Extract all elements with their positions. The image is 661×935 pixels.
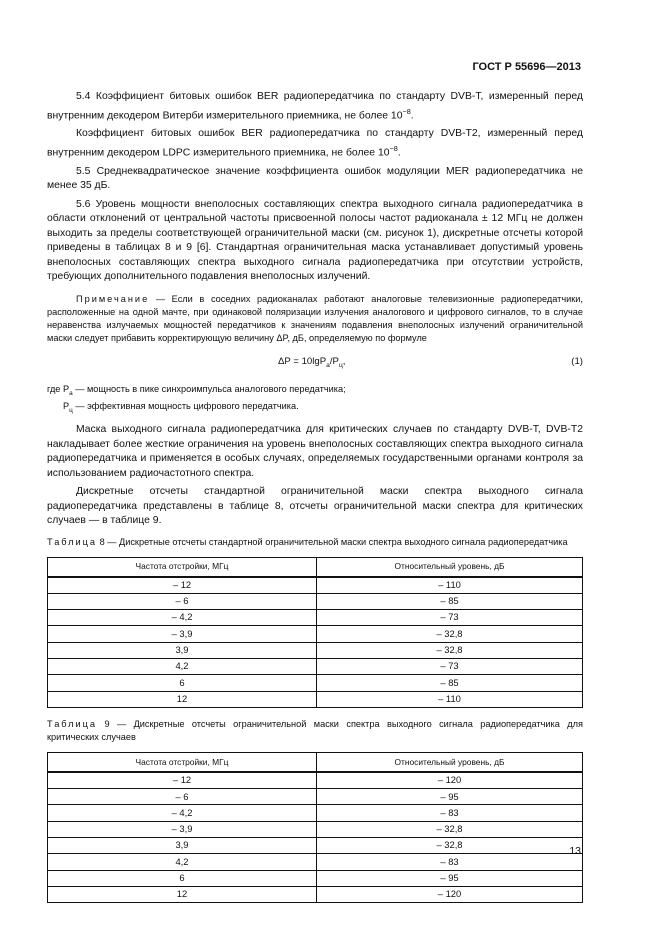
cell-frequency: 4,2	[48, 658, 317, 674]
formula-legend	[47, 383, 583, 417]
legend-row-pa	[47, 383, 583, 400]
column-header-frequency: Частота отстройки, МГц	[48, 752, 317, 772]
exponent: −8	[402, 106, 411, 116]
table-9-body	[48, 772, 583, 903]
legend-subscript: ц	[69, 407, 73, 414]
paragraph-text: Коэффициент битовых ошибок BER радиопередатчика по стандарту DVB-T2, измеренный перед внутренним декодером LDPC измерительного приемника, не более 10	[47, 128, 584, 159]
cell-level: – 32,8	[317, 821, 583, 837]
formula-expression	[278, 355, 345, 373]
table-row	[48, 821, 583, 837]
cell-level: – 95	[317, 870, 583, 886]
cell-level: – 110	[317, 691, 583, 707]
table-row	[48, 577, 583, 594]
cell-level: – 120	[317, 886, 583, 902]
cell-frequency: 4,2	[48, 854, 317, 870]
table-row	[48, 772, 583, 789]
exponent: −8	[389, 143, 398, 153]
note-text: — Если в соседних радиоканалах работают аналоговые телевизионные радиопередатчики, расположенные на одной мачте, при одинаковой поляризации излучения аналогового и цифрового сигналов, то в случае неравенства излучаемых мощностей передатчиков к значениям подавления внеполосных излучений ограничительной маски следует прибавить корректирующую величину ΔP, дБ, определяемую по формуле	[47, 293, 583, 343]
table-row	[48, 658, 583, 674]
note-block	[47, 293, 583, 345]
page-number: 13	[569, 845, 581, 857]
cell-level: – 83	[317, 854, 583, 870]
table-9-caption	[47, 718, 583, 744]
table-caption-text: 9 — Дискретные отсчеты ограничительной маски спектра выходного сигнала радиопередатчика для критических случаев	[47, 718, 583, 742]
table-row	[48, 805, 583, 821]
legend-symbol: P	[63, 401, 70, 412]
paragraph-discrete: Дискретные отсчеты стандартной ограничительной маски спектра выходного сигнала радиопередатчика представлены в таблице 8, отсчеты ограничительной маски спектра для критических случаев — в таблице 9.	[47, 486, 583, 526]
cell-frequency: 6	[48, 675, 317, 691]
cell-frequency: – 6	[48, 593, 317, 609]
paragraph-text: 5.4 Коэффициент битовых ошибок BER радиопередатчика по стандарту DVB-T, измеренный перед внутренним декодером Витерби измерительного приемника, не более 10	[47, 91, 583, 121]
page-content	[47, 90, 583, 903]
note-paragraph	[47, 293, 583, 345]
cell-frequency: 12	[48, 886, 317, 902]
cell-level: – 32,8	[317, 838, 583, 854]
table-9	[47, 752, 583, 903]
formula-part: ,	[342, 355, 346, 367]
cell-frequency: – 12	[48, 577, 317, 594]
table-caption-text: 8 — Дискретные отсчеты стандартной ограничительной маски спектра выходного сигнала радиопередатчика	[97, 536, 568, 547]
table-header-row	[48, 557, 583, 577]
cell-level: – 73	[317, 658, 583, 674]
column-header-frequency: Частота отстройки, МГц	[48, 557, 317, 577]
cell-frequency: – 4,2	[48, 805, 317, 821]
table-8	[47, 557, 583, 708]
cell-frequency: – 12	[48, 772, 317, 789]
table-row	[48, 593, 583, 609]
table-label: Таблица	[47, 718, 98, 729]
cell-frequency: 12	[48, 691, 317, 707]
cell-level: – 110	[317, 577, 583, 594]
table-row	[48, 789, 583, 805]
table-label: Таблица	[47, 536, 98, 547]
table-row	[48, 691, 583, 707]
formula-part: ΔP = 10lgP	[278, 355, 327, 367]
column-header-level: Относительный уровень, дБ	[317, 752, 583, 772]
cell-level: – 83	[317, 805, 583, 821]
table-8-body	[48, 577, 583, 708]
table-row	[48, 838, 583, 854]
paragraph-5-6: 5.6 Уровень мощности внеполосных составляющих спектра выходного сигнала радиопередатчика в области отклонений от центральной частоты присвоенной полосы частот радиоканала ± 12 МГц не должен выходить за пределы соответствующей ограничительной маски (см. рисунок 1), дискретные отсчеты которой приведены в таблицах 8 и 9 [6]. Стандартная ограничительная маска устанавливает допустимый уровень внеполосных составляющих спектра выходного сигнала радиопередатчика при отсутствии устройств, требующих дополнительного подавления внеполосных излучений.	[47, 198, 583, 283]
formula-number: (1)	[571, 355, 583, 367]
cell-frequency: 3,9	[48, 838, 317, 854]
cell-frequency: – 6	[48, 789, 317, 805]
column-header-level: Относительный уровень, дБ	[317, 557, 583, 577]
table-row	[48, 854, 583, 870]
cell-level: – 32,8	[317, 626, 583, 642]
paragraph-5-4-dvbt: 5.4 Коэффициент битовых ошибок BER радиопередатчика по стандарту DVB-T, измеренный перед внутренним декодером Витерби измерительного приемника, не более $10^{-8}$.	[47, 91, 583, 121]
table-row	[48, 870, 583, 886]
formula-1	[47, 355, 583, 373]
legend-subscript: а	[69, 390, 73, 398]
cell-frequency: – 4,2	[48, 610, 317, 626]
table-row	[48, 675, 583, 691]
formula-subscript: а	[326, 361, 330, 369]
paragraph-mask: Маска выходного сигнала радиопередатчика для критических случаев по стандарту DVB-T, DVB-T2 накладывает более жесткие ограничения на уровень внеполосных составляющих спектра выходного сигнала радиопередатчика и применяется в особых случаях, определяемых государственными органами контроля за использованием радиочастотного спектра.	[47, 424, 583, 479]
cell-level: – 85	[317, 675, 583, 691]
paragraph-5-4-dvbt2: Коэффициент битовых ошибок BER радиопередатчика по стандарту DVB-T2, измеренный перед внутренним декодером LDPC измерительного приемника, не более $10^{-8}$.	[47, 128, 584, 159]
cell-level: – 32,8	[317, 642, 583, 658]
legend-row-pc	[47, 400, 583, 417]
document-header: ГОСТ Р 55696—2013	[472, 61, 581, 73]
cell-frequency: 6	[48, 870, 317, 886]
cell-level: – 85	[317, 593, 583, 609]
cell-frequency: – 3,9	[48, 821, 317, 837]
legend-symbol: где P	[47, 384, 70, 395]
table-8-caption	[47, 536, 583, 549]
legend-text: — эффективная мощность цифрового передатчика.	[72, 401, 299, 412]
cell-frequency: – 3,9	[48, 626, 317, 642]
cell-level: – 95	[317, 789, 583, 805]
cell-level: – 73	[317, 610, 583, 626]
table-row	[48, 886, 583, 902]
formula-subscript: ц	[338, 361, 343, 369]
table-header-row	[48, 752, 583, 772]
note-label: Примечание	[76, 293, 150, 304]
table-row	[48, 626, 583, 642]
table-row	[48, 610, 583, 626]
legend-text: — мощность в пике синхроимпульса аналогового передатчика;	[72, 384, 346, 395]
formula-part: /P	[329, 355, 339, 367]
paragraph-5-5: 5.5 Среднеквадратическое значение коэффициента ошибок модуляции MER радиопередатчика не менее 35 дБ.	[47, 165, 583, 192]
cell-frequency: 3,9	[48, 642, 317, 658]
table-row	[48, 642, 583, 658]
cell-level: – 120	[317, 772, 583, 789]
